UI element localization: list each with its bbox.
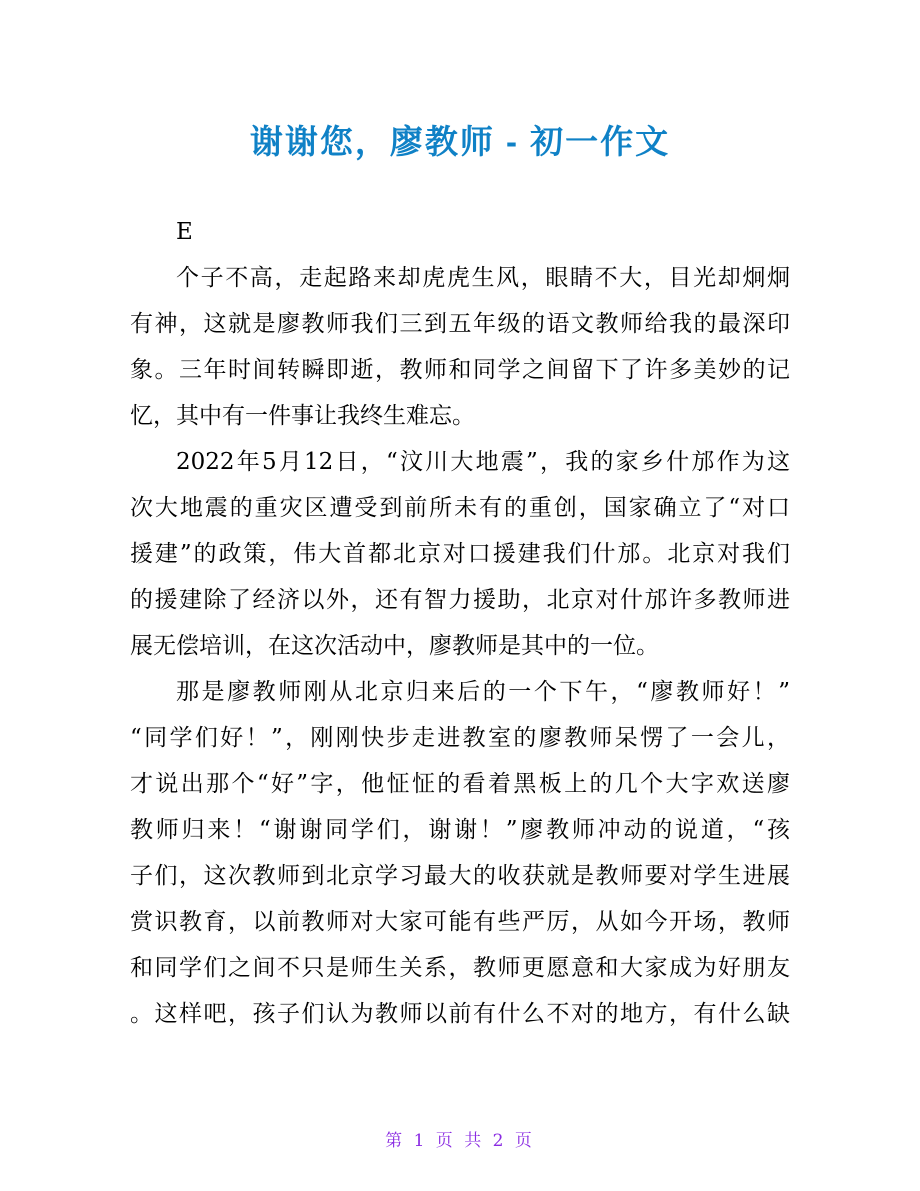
text-line: 才说出那个“好”字，他怔怔的看着黑板上的几个大字欢送廖 <box>130 771 790 797</box>
lead-line: E <box>176 219 193 245</box>
text-line: 教师归来！“谢谢同学们，谢谢！”廖教师冲动的说道，“孩 <box>130 817 790 843</box>
text-line: 展无偿培训，在这次活动中，廖教师是其中的一位。 <box>130 633 659 659</box>
text-line: 有神，这就是廖教师我们三到五年级的语文教师给我的最深印 <box>130 311 790 337</box>
page-number-text: 第 1 页 共 2 页 <box>385 1131 535 1151</box>
text-line: 那是廖教师刚从北京归来后的一个下午，“廖教师好！” <box>176 679 790 705</box>
paragraph <box>130 439 790 669</box>
document-body <box>130 209 790 1037</box>
text-line: 次大地震的重灾区遭受到前所未有的重创，国家确立了“对口 <box>130 495 790 521</box>
paragraph <box>130 669 790 1037</box>
text-line: 。这样吧，孩子们认为教师以前有什么不对的地方，有什么缺 <box>130 1001 790 1027</box>
page-footer <box>0 1126 920 1151</box>
text-line: 赏识教育，以前教师对大家可能有些严厉，从如今开场，教师 <box>130 909 790 935</box>
text-line: 子们，这次教师到北京学习最大的收获就是教师要对学生进展 <box>130 863 790 889</box>
text-line: 的援建除了经济以外，还有智力援助，北京对什邡许多教师进 <box>130 587 790 613</box>
text-line: 2022年5月12日，“汶川大地震”，我的家乡什邡作为这 <box>176 449 790 475</box>
paragraph <box>130 255 790 439</box>
text-line: 和同学们之间不只是师生关系，教师更愿意和大家成为好朋友 <box>130 955 790 981</box>
text-line: 象。三年时间转瞬即逝，教师和同学之间留下了许多美妙的记 <box>130 357 790 383</box>
text-line: 忆，其中有一件事让我终生难忘。 <box>130 403 475 429</box>
document-title: 谢谢您，廖教师 - 初一作文 <box>249 123 671 160</box>
text-line: 援建”的政策，伟大首都北京对口援建我们什邡。北京对我们 <box>130 541 790 567</box>
text-line: 个子不高，走起路来却虎虎生风，眼睛不大，目光却炯炯 <box>176 265 790 291</box>
text-line: “同学们好！”，刚刚快步走进教室的廖教师呆愣了一会儿， <box>130 725 790 751</box>
